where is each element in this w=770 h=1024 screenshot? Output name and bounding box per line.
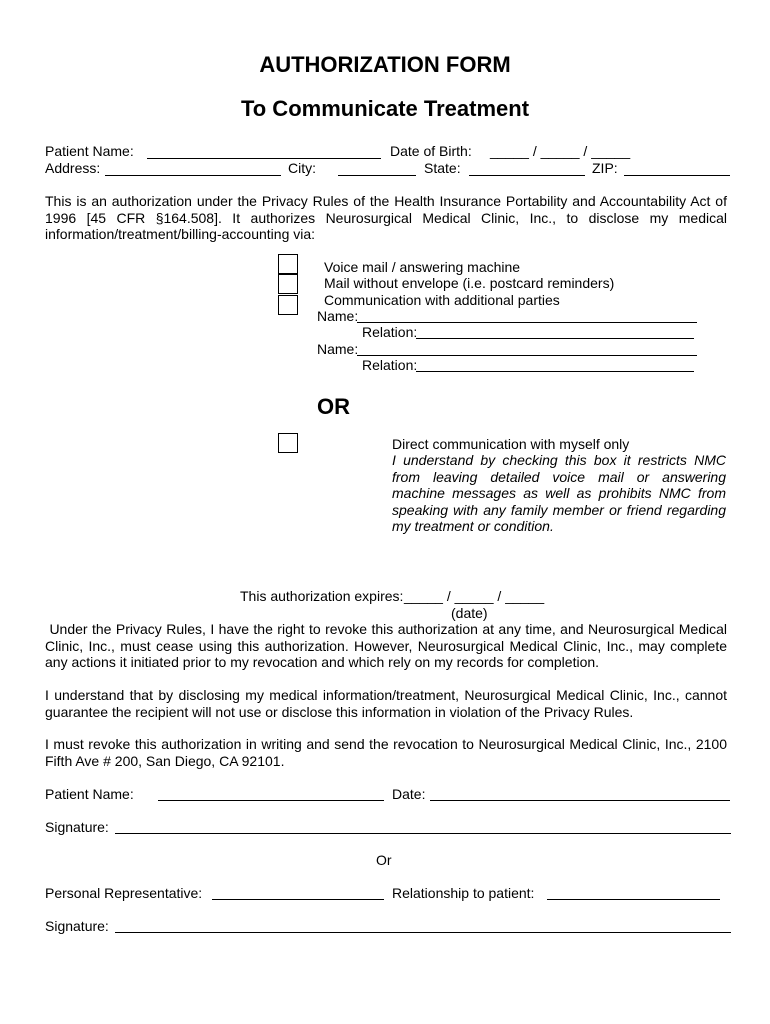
relationship-label: Relationship to patient: bbox=[392, 885, 535, 901]
direct-communication-note: I understand by checking this box it restricts NMC from leaving detailed voice mail or answering machine messages as well as prohibits NMC from speaking with any family member or friend regarding my treatment or condition. bbox=[392, 452, 726, 534]
city-label: City: bbox=[288, 160, 316, 176]
mail-option: Mail without envelope (i.e. postcard reminders) bbox=[324, 275, 615, 291]
dob-label: Date of Birth: bbox=[390, 143, 472, 159]
zip-label: ZIP: bbox=[592, 160, 618, 176]
mail-checkbox[interactable] bbox=[278, 274, 298, 294]
sig-date-label: Date: bbox=[392, 786, 426, 802]
party2-name-label: Name: bbox=[317, 341, 359, 357]
intro-paragraph: This is an authorization under the Privacy Rules of the Health Insurance Portability and Accountability Act of 1996 [45 CFR §164.508]. It authorizes Neurosurgical Medical Clinic, Inc., to disclose my medical information/treatment/billing-accounting via: bbox=[45, 193, 727, 242]
writing-paragraph: I must revoke this authorization in writing and send the revocation to Neurosurgical Medical Clinic, Inc., 2100 Fifth Ave # 200, San Diego, CA 92101. bbox=[45, 736, 727, 769]
revoke-paragraph: Under the Privacy Rules, I have the right to revoke this authorization at any time, and Neurosurgical Medical Clinic, Inc., must cease using this authorization. However, Neurosurgical Medical Clinic, Inc., may complete any actions it initiated prior to my revocation and which rely on my records for completion. bbox=[45, 621, 731, 670]
state-field[interactable] bbox=[469, 175, 585, 176]
voice-mail-checkbox[interactable] bbox=[278, 254, 298, 274]
communication-option: Communication with additional parties bbox=[324, 292, 560, 308]
relationship-field[interactable] bbox=[547, 899, 720, 900]
party1-name-label: Name: bbox=[317, 308, 359, 324]
form-title: AUTHORIZATION FORM bbox=[259, 52, 511, 77]
or-separator: Or bbox=[376, 852, 392, 868]
sig-patient-name-field[interactable] bbox=[158, 800, 384, 801]
signature-label: Signature: bbox=[45, 819, 109, 835]
understand-paragraph: I understand that by disclosing my medical information/treatment, Neurosurgical Medical Clinic, Inc., cannot guarantee the recipient will not use or disclose this information in violation of the Privacy Rules. bbox=[45, 687, 727, 720]
dob-field[interactable]: _____ / _____ / _____ bbox=[490, 143, 631, 159]
party2-relation-label: Relation: bbox=[362, 357, 418, 373]
patient-name-field[interactable] bbox=[147, 158, 381, 159]
party1-name-field[interactable] bbox=[357, 322, 697, 323]
city-field[interactable] bbox=[338, 175, 416, 176]
expires-field[interactable]: _____ / _____ / _____ bbox=[404, 588, 545, 604]
direct-communication-label: Direct communication with myself only bbox=[392, 436, 630, 452]
patient-name-label: Patient Name: bbox=[45, 143, 134, 159]
party1-relation-field[interactable] bbox=[416, 338, 694, 339]
state-label: State: bbox=[424, 160, 461, 176]
zip-field[interactable] bbox=[624, 175, 730, 176]
expires-date-caption: (date) bbox=[451, 605, 488, 621]
party2-name-field[interactable] bbox=[357, 355, 697, 356]
communication-checkbox[interactable] bbox=[278, 295, 298, 315]
sig-date-field[interactable] bbox=[430, 800, 730, 801]
or-heading: OR bbox=[317, 394, 350, 419]
direct-communication-checkbox[interactable] bbox=[278, 433, 298, 453]
expires-label: This authorization expires: bbox=[240, 588, 404, 604]
rep-label: Personal Representative: bbox=[45, 885, 203, 901]
address-label: Address: bbox=[45, 160, 101, 176]
signature2-field[interactable] bbox=[115, 932, 731, 933]
signature-field[interactable] bbox=[115, 833, 731, 834]
form-subtitle: To Communicate Treatment bbox=[240, 96, 530, 121]
party1-relation-label: Relation: bbox=[362, 324, 418, 340]
party2-relation-field[interactable] bbox=[416, 371, 694, 372]
sig-patient-name-label: Patient Name: bbox=[45, 786, 134, 802]
address-field[interactable] bbox=[105, 175, 281, 176]
rep-field[interactable] bbox=[212, 899, 384, 900]
voice-mail-option: Voice mail / answering machine bbox=[324, 259, 521, 275]
signature2-label: Signature: bbox=[45, 918, 109, 934]
